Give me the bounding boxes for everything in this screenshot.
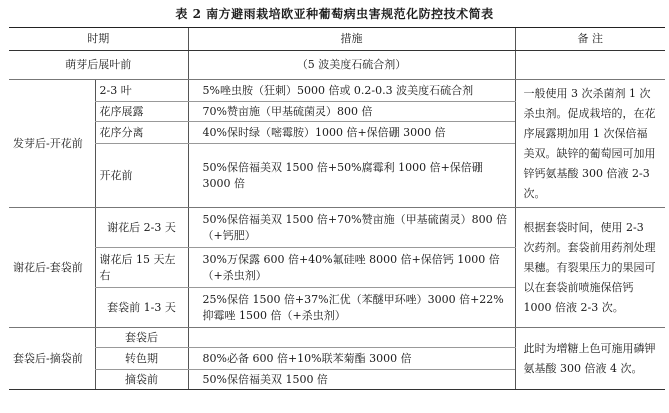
period-cell: 发芽后-开花前	[9, 80, 95, 208]
measure-cell	[188, 328, 515, 348]
period-cell: 套袋后-摘袋前	[9, 328, 95, 390]
table-row	[9, 51, 665, 80]
stage-cell: 花序分离	[95, 122, 188, 144]
header-measure: 措施	[188, 28, 515, 51]
stage-cell: 谢花后 15 天左右	[95, 248, 188, 288]
header-period: 时期	[9, 28, 188, 51]
stage-cell: 谢花后 2-3 天	[95, 208, 188, 248]
measure-cell: 50%保倍福美双 1500 倍+70%赞亩施（甲基硫菌灵）800 倍（+钙肥）	[188, 208, 515, 248]
stage-cell: 开花前	[95, 144, 188, 208]
measure-cell: 30%万保露 600 倍+40%氟硅唑 8000 倍+保倍钙 1000 倍（+杀虫剂）	[188, 248, 515, 288]
table-header-row	[9, 28, 665, 51]
measure-cell: 25%保倍 1500 倍+37%汇优（苯醚甲环唑）3000 倍+22%抑霉唑 1500 倍（+杀虫剂）	[188, 288, 515, 328]
stage-cell: 花序展露	[95, 102, 188, 122]
stage-cell: 转色期	[95, 348, 188, 370]
stage-cell: 摘袋前	[95, 370, 188, 390]
table-row	[9, 328, 665, 348]
measure-cell: 70%赞亩施（甲基硫菌灵）800 倍	[188, 102, 515, 122]
measure-cell: （5 波美度石硫合剂）	[188, 51, 515, 80]
table-row	[9, 80, 665, 102]
period-cell: 谢花后-套袋前	[9, 208, 95, 328]
stage-cell: 套袋前 1-3 天	[95, 288, 188, 328]
note-cell: 一般使用 3 次杀菌剂 1 次杀虫剂。促成栽培的，在花序展露期加用 1 次保倍福美双。缺锌的葡萄园可加用锌钙氨基酸 300 倍液 2-3 次。	[515, 80, 665, 208]
measure-cell: 50%保倍福美双 1500 倍	[188, 370, 515, 390]
table-caption: 表 2 南方避雨栽培欧亚种葡萄病虫害规范化防控技术简表	[175, 7, 494, 21]
stage-cell: 2-3 叶	[95, 80, 188, 102]
note-cell	[515, 51, 665, 80]
measure-cell: 40%保时绿（嘧霉胺）1000 倍+保倍硼 3000 倍	[188, 122, 515, 144]
note-cell: 此时为增糖上色可施用磷钾氨基酸 300 倍液 4 次。	[515, 328, 665, 390]
pest-control-table	[9, 27, 665, 390]
period-cell: 萌芽后展叶前	[9, 51, 188, 80]
header-note: 备 注	[515, 28, 665, 51]
cutoff-text-fragment	[0, 409, 669, 413]
measure-cell: 80%必备 600 倍+10%联苯菊酯 3000 倍	[188, 348, 515, 370]
measure-cell: 5%唑虫胺（狂刺）5000 倍或 0.2-0.3 波美度石硫合剂	[188, 80, 515, 102]
stage-cell: 套袋后	[95, 328, 188, 348]
note-cell: 根据套袋时间，使用 2-3 次药剂。套袋前用药剂处理果穗。有裂果压力的果园可以在套袋前喷施保倍钙 1000 倍液 2-3 次。	[515, 208, 665, 328]
table-row	[9, 208, 665, 248]
measure-cell: 50%保倍福美双 1500 倍+50%腐霉利 1000 倍+保倍硼 3000 倍	[188, 144, 515, 208]
